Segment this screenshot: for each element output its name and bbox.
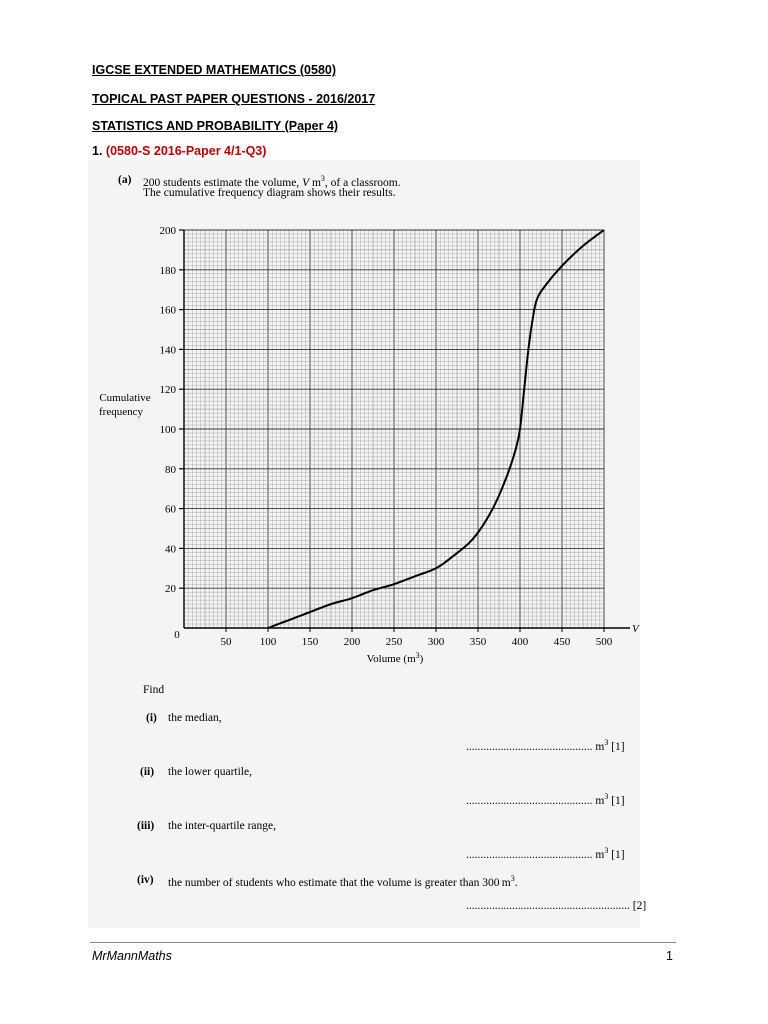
- doc-subtitle: TOPICAL PAST PAPER QUESTIONS - 2016/2017: [92, 92, 376, 106]
- part-i-text: the median,: [168, 712, 222, 724]
- question-reference: (0580-S 2016-Paper 4/1-Q3): [105, 144, 267, 158]
- x-tick-label: 150: [301, 636, 319, 648]
- y-tick-label: 200: [159, 225, 176, 237]
- answer-unit-sup: 3: [604, 738, 609, 747]
- x-tick-label: 100: [259, 636, 277, 648]
- answer-unit: m: [595, 794, 605, 807]
- part-ii-label: (ii): [140, 766, 155, 778]
- doc-title: IGCSE EXTENDED MATHEMATICS (0580): [92, 63, 337, 77]
- x-axis-label-text: Volume (m: [366, 653, 416, 665]
- part-iv-text-main: the number of students who estimate that the volume is greater than 300 m: [168, 876, 511, 889]
- find-label: Find: [143, 684, 165, 696]
- footer-divider: [90, 942, 676, 943]
- y-tick-label: 160: [159, 304, 176, 317]
- x-tick-label: 200: [343, 636, 361, 648]
- intro-text-b: , of a classroom.: [324, 176, 401, 189]
- answer-unit: m: [595, 740, 605, 753]
- origin-label: 0: [174, 629, 180, 641]
- answer-unit-sup: 3: [604, 792, 609, 801]
- part-iv-sup: 3: [510, 874, 515, 883]
- intro-line-2: The cumulative frequency diagram shows their results.: [143, 187, 396, 199]
- x-axis-variable: V: [632, 623, 639, 635]
- y-tick-label: 20: [165, 583, 176, 596]
- y-tick-label: 180: [159, 264, 176, 277]
- x-tick-label: 300: [427, 636, 445, 648]
- intro-unit: m: [309, 176, 321, 189]
- part-iii-label: (iii): [137, 820, 155, 832]
- x-tick-label: 350: [469, 636, 487, 648]
- part-iv-tail: .: [514, 876, 518, 889]
- answer-dots: ............................................: [466, 848, 593, 861]
- intro-text-a: 200 students estimate the volume,: [143, 176, 303, 189]
- part-ii-text: the lower quartile,: [168, 766, 252, 778]
- part-ii-answer-line: [466, 792, 625, 807]
- y-axis-label-line1: Cumulative: [99, 392, 151, 404]
- answer-dots: ............................................: [466, 740, 593, 753]
- x-axis-label: [367, 651, 424, 665]
- y-tick-label: 120: [159, 384, 176, 397]
- x-tick-label: 400: [511, 636, 529, 648]
- part-iii-text: the inter-quartile range,: [168, 820, 277, 832]
- answer-unit: m: [595, 848, 605, 861]
- section-title: STATISTICS AND PROBABILITY (Paper 4): [92, 119, 339, 133]
- y-tick-label: 60: [165, 503, 176, 516]
- part-iv-text: [168, 874, 518, 889]
- chart-grid: [184, 230, 604, 628]
- y-tick-label: 100: [159, 424, 176, 436]
- question-number: 1.: [92, 144, 103, 158]
- part-iii-answer-line: [466, 846, 625, 861]
- answer-marks: [1]: [611, 848, 625, 861]
- answer-dots: ............................................: [466, 794, 593, 807]
- x-tick-label: 50: [220, 636, 232, 648]
- y-tick-label: 80: [165, 463, 176, 476]
- part-i-label: (i): [146, 712, 157, 724]
- chart-ticks: [160, 225, 613, 648]
- answer-unit-sup: 3: [604, 846, 609, 855]
- y-axis-label-line2: frequency: [99, 406, 143, 418]
- intro-unit-sup: 3: [320, 174, 325, 183]
- y-tick-label: 40: [165, 543, 176, 556]
- x-axis-label-tail: ): [419, 653, 424, 665]
- x-tick-label: 450: [553, 636, 571, 648]
- answer-dots: .........................................................: [466, 900, 630, 912]
- answer-marks: [1]: [611, 740, 625, 753]
- answer-marks: [2]: [632, 900, 647, 912]
- part-label-a: (a): [118, 174, 132, 186]
- x-tick-label: 250: [385, 636, 403, 648]
- footer-author: MrMannMaths: [92, 949, 172, 963]
- part-iv-answer-line: [466, 900, 646, 912]
- x-axis-label-sup: 3: [415, 651, 420, 660]
- part-i-answer-line: [466, 738, 625, 753]
- answer-marks: [1]: [611, 794, 625, 807]
- x-tick-label: 500: [595, 636, 613, 648]
- y-tick-label: 140: [159, 344, 176, 357]
- intro-variable: V: [302, 176, 310, 189]
- page-number: 1: [666, 949, 673, 963]
- part-iv-label: (iv): [137, 874, 154, 886]
